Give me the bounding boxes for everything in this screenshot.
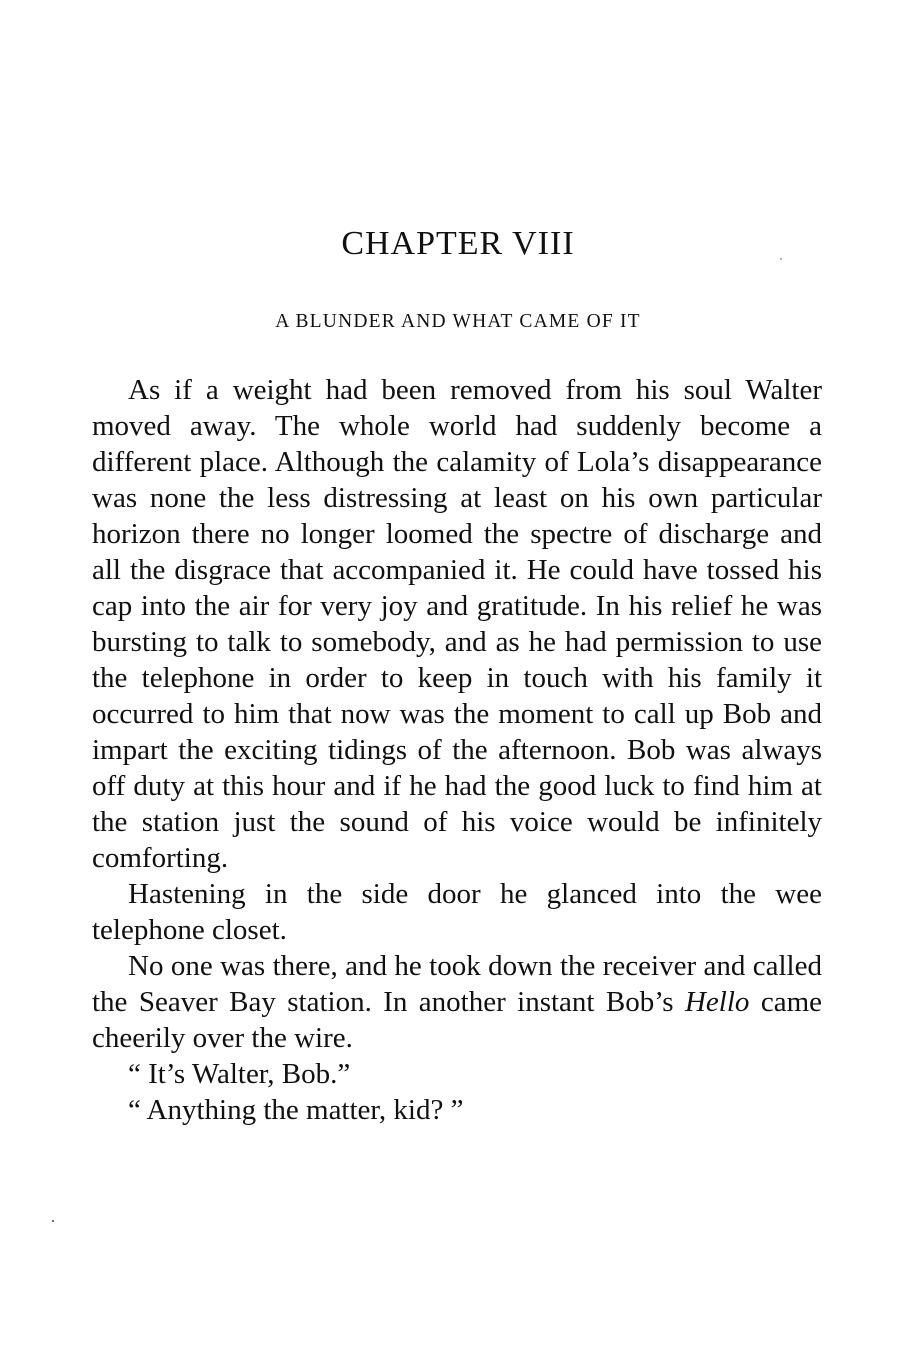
paragraph-3-italic-hello: Hello <box>684 986 750 1018</box>
print-speck <box>780 258 782 260</box>
paragraph-3-start: No one was there, and he took down the receiver and called the Seaver Bay station. In another instant Bob’s <box>92 950 822 1018</box>
chapter-title: CHAPTER VIII <box>341 225 575 262</box>
paragraph-2: Hastening in the side door he glanced into the wee telephone closet. <box>92 878 822 946</box>
chapter-body <box>92 372 822 1128</box>
dialogue-line-1: “ It’s Walter, Bob.” <box>128 1058 351 1090</box>
paragraph-3 <box>92 948 822 1056</box>
print-speck <box>52 1220 54 1222</box>
dialogue-line-2: “ Anything the matter, kid? ” <box>128 1094 464 1126</box>
paragraph-3-end: came cheerily over the wire. <box>92 986 822 1054</box>
chapter-subtitle: A BLUNDER AND WHAT CAME OF IT <box>275 311 641 332</box>
paragraph-1: As if a weight had been removed from his soul Walter moved away. The whole world had suddenly become a different place. Although the calamity of Lola’s disappearance was none the less distressing at least on his own particular horizon there no longer loomed the spectre of discharge and all the disgrace that accompanied it. He could have tossed his cap into the air for very joy and gratitude. In his relief he was bursting to talk to somebody, and as he had permission to use the telephone in order to keep in touch with his family it occurred to him that now was the moment to call up Bob and impart the exciting tidings of the afternoon. Bob was always off duty at this hour and if he had the good luck to find him at the station just the sound of his voice would be infinitely comforting. <box>92 374 822 874</box>
